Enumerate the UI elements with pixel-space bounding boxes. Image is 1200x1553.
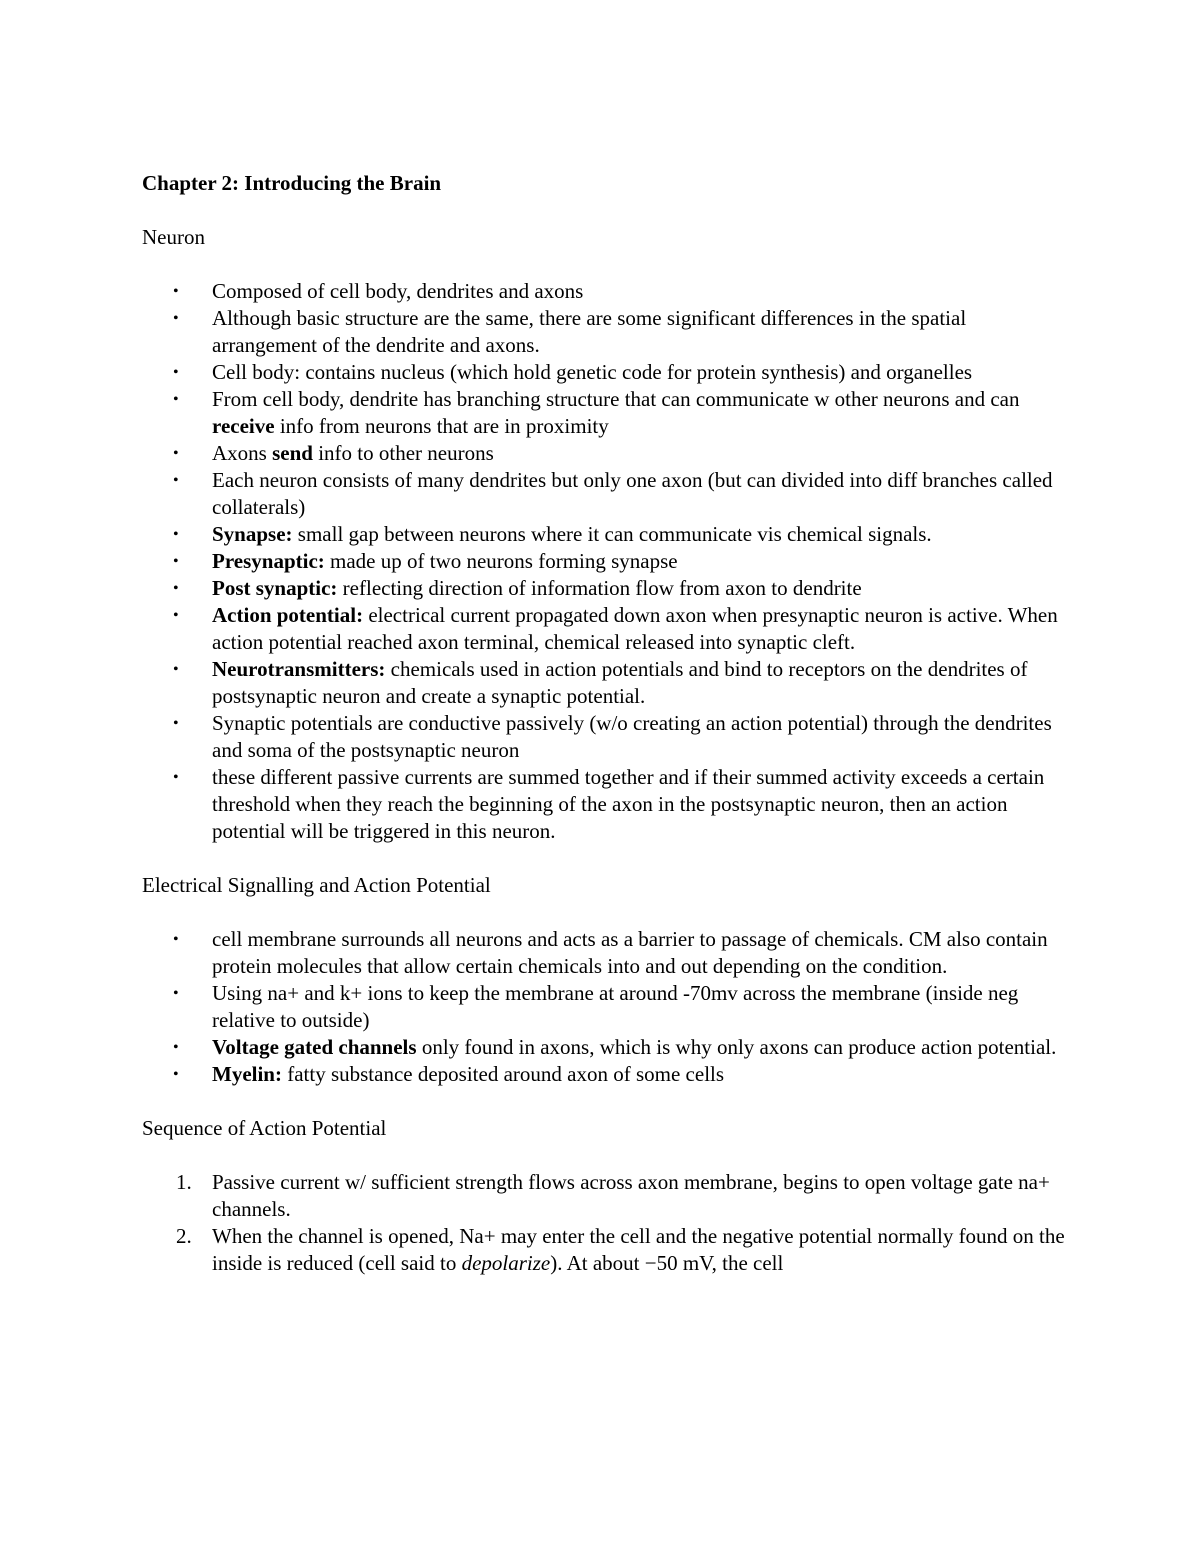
list-item bbox=[142, 386, 1072, 440]
bullet-icon: • bbox=[173, 715, 179, 732]
item-text: Composed of cell body, dendrites and axons bbox=[212, 279, 584, 303]
bold-term: Voltage gated channels bbox=[212, 1035, 417, 1059]
list-item bbox=[142, 278, 1072, 305]
neuron-bullet-list bbox=[142, 278, 1072, 845]
section-heading-electrical-signalling: Electrical Signalling and Action Potential bbox=[142, 873, 491, 897]
list-item bbox=[142, 980, 1072, 1034]
bullet-icon: • bbox=[173, 391, 179, 408]
bullet-icon: • bbox=[173, 580, 179, 597]
item-text: info from neurons that are in proximity bbox=[274, 414, 609, 438]
bullet-icon: • bbox=[173, 661, 179, 678]
item-text: ). At about −50 mV, the cell bbox=[550, 1251, 784, 1275]
item-text: Synaptic potentials are conductive passively (w/o creating an action potential) through the dendrites and soma of the postsynaptic neuron bbox=[212, 711, 1052, 762]
bullet-icon: • bbox=[173, 310, 179, 327]
bullet-icon: • bbox=[173, 607, 179, 624]
bullet-icon: • bbox=[173, 985, 179, 1002]
italic-term: depolarize bbox=[461, 1251, 551, 1275]
list-item bbox=[142, 602, 1072, 656]
item-text: cell membrane surrounds all neurons and acts as a barrier to passage of chemicals. CM also contain protein molecules that allow certain chemicals into and out depending on the condition. bbox=[212, 927, 1048, 978]
bullet-icon: • bbox=[173, 445, 179, 462]
list-item bbox=[142, 926, 1072, 980]
item-text: reflecting direction of information flow from axon to dendrite bbox=[337, 576, 862, 600]
document-body bbox=[142, 170, 1072, 1277]
bullet-icon: • bbox=[173, 283, 179, 300]
list-item bbox=[142, 440, 1072, 467]
bold-term: receive bbox=[212, 414, 275, 438]
item-text: electrical current propagated down axon when presynaptic neuron is active. When action potential reached axon terminal, chemical released into synaptic cleft. bbox=[212, 603, 1058, 654]
bold-term: Presynaptic: bbox=[212, 549, 325, 573]
list-item bbox=[142, 1034, 1072, 1061]
bullet-icon: • bbox=[173, 364, 179, 381]
section-heading-neuron: Neuron bbox=[142, 225, 205, 249]
list-item bbox=[142, 521, 1072, 548]
list-item bbox=[142, 305, 1072, 359]
list-item bbox=[142, 1223, 1072, 1277]
item-text: made up of two neurons forming synapse bbox=[324, 549, 678, 573]
bullet-icon: • bbox=[173, 769, 179, 786]
electrical-signalling-bullet-list bbox=[142, 926, 1072, 1088]
list-item bbox=[142, 1061, 1072, 1088]
bullet-icon: • bbox=[173, 553, 179, 570]
item-text: chemicals used in action potentials and bind to receptors on the dendrites of postsynaptic neuron and create a synaptic potential. bbox=[212, 657, 1028, 708]
item-text: Although basic structure are the same, there are some significant differences in the spatial arrangement of the dendrite and axons. bbox=[212, 306, 967, 357]
item-text: Passive current w/ sufficient strength flows across axon membrane, begins to open voltage gate na+ channels. bbox=[212, 1170, 1050, 1221]
item-text: When the channel is opened, Na+ may enter the cell and the negative potential normally found on the inside is reduced (cell said to bbox=[212, 1224, 1065, 1275]
item-text: From cell body, dendrite has branching structure that can communicate w other neurons and can bbox=[212, 387, 1020, 411]
step-number: 1. bbox=[176, 1170, 192, 1194]
bullet-icon: • bbox=[173, 931, 179, 948]
item-text: Cell body: contains nucleus (which hold genetic code for protein synthesis) and organelles bbox=[212, 360, 973, 384]
list-item bbox=[142, 764, 1072, 845]
list-item bbox=[142, 656, 1072, 710]
list-item bbox=[142, 467, 1072, 521]
sequence-numbered-list bbox=[142, 1169, 1072, 1277]
list-item bbox=[142, 548, 1072, 575]
step-number: 2. bbox=[176, 1224, 192, 1248]
bold-term: Synapse: bbox=[212, 522, 293, 546]
bold-term: Action potential: bbox=[212, 603, 364, 627]
bullet-icon: • bbox=[173, 472, 179, 489]
list-item bbox=[142, 710, 1072, 764]
item-text: Each neuron consists of many dendrites but only one axon (but can divided into diff branches called collaterals) bbox=[212, 468, 1053, 519]
bold-term: send bbox=[272, 441, 313, 465]
bullet-icon: • bbox=[173, 1066, 179, 1083]
bullet-icon: • bbox=[173, 1039, 179, 1056]
bold-term: Myelin: bbox=[212, 1062, 282, 1086]
bold-term: Post synaptic: bbox=[212, 576, 338, 600]
chapter-title: Chapter 2: Introducing the Brain bbox=[142, 171, 442, 195]
item-text: info to other neurons bbox=[312, 441, 494, 465]
section-heading-sequence: Sequence of Action Potential bbox=[142, 1116, 387, 1140]
item-text: these different passive currents are summed together and if their summed activity exceeds a certain threshold when they reach the beginning of the axon in the postsynaptic neuron, then an action potential will be triggered in this neuron. bbox=[212, 765, 1045, 843]
list-item bbox=[142, 575, 1072, 602]
item-text: fatty substance deposited around axon of some cells bbox=[281, 1062, 725, 1086]
list-item bbox=[142, 1169, 1072, 1223]
item-text: Using na+ and k+ ions to keep the membrane at around -70mv across the membrane (inside neg relative to outside) bbox=[212, 981, 1019, 1032]
item-text: only found in axons, which is why only axons can produce action potential. bbox=[416, 1035, 1057, 1059]
item-text: small gap between neurons where it can communicate vis chemical signals. bbox=[292, 522, 932, 546]
bullet-icon: • bbox=[173, 526, 179, 543]
list-item bbox=[142, 359, 1072, 386]
bold-term: Neurotransmitters: bbox=[212, 657, 386, 681]
item-text: Axons bbox=[212, 441, 273, 465]
